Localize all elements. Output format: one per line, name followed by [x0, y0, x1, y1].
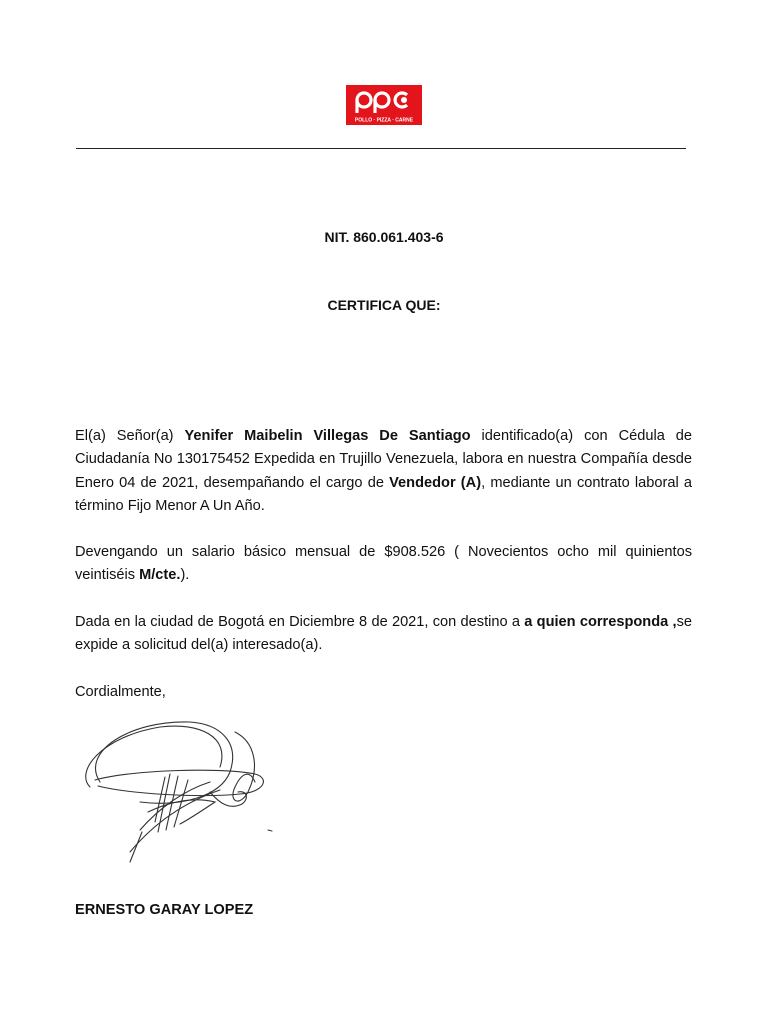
ppc-logo-icon [346, 85, 422, 125]
header-divider [76, 148, 686, 149]
p3-text-1: Dada en la ciudad de Bogotá en Diciembre 8 de 2021, con destino a [75, 613, 525, 630]
company-logo [346, 85, 422, 125]
p1-text-3: , mediante un contrato laboral a término Fijo Menor A Un Año. [75, 474, 692, 515]
nit-number: NIT. 860.061.403-6 [324, 229, 444, 245]
currency-label: M/cte. [139, 567, 181, 584]
p2-text-1: Devengando un salario básico mensual de $908.526 ( Novecientos ocho mil quinientos veintiséis [75, 543, 692, 584]
destination-text: a quien corresponda , [524, 613, 677, 630]
employee-name: Yenifer Maibelin Villegas De Santiago [184, 427, 471, 444]
employment-paragraph [75, 425, 692, 519]
p1-text-1: El(a) Señor(a) [75, 427, 185, 444]
signer-name: ERNESTO GARAY LOPEZ [75, 902, 254, 918]
handwritten-signature-icon [70, 712, 290, 890]
employee-role: Vendedor (A) [389, 474, 482, 491]
closing-text: Cordialmente, [75, 683, 166, 700]
issuance-paragraph [75, 611, 692, 658]
p1-text-2: identificado(a) con Cédula de Ciudadanía No 130175452 Expedida en Trujillo Venezuela, labora en nuestra Compañía desde Enero 04 de 2021, desempañando el cargo de [75, 427, 693, 491]
salary-paragraph [75, 541, 692, 588]
p3-text-2: se expide a solicitud del(a) interesado(a). [75, 613, 692, 654]
certifica-heading: CERTIFICA QUE: [327, 297, 441, 313]
logo-tagline: POLLO · PIZZA · CARNE [354, 117, 414, 124]
signature-image [70, 712, 290, 890]
p2-text-2: ). [180, 567, 190, 584]
